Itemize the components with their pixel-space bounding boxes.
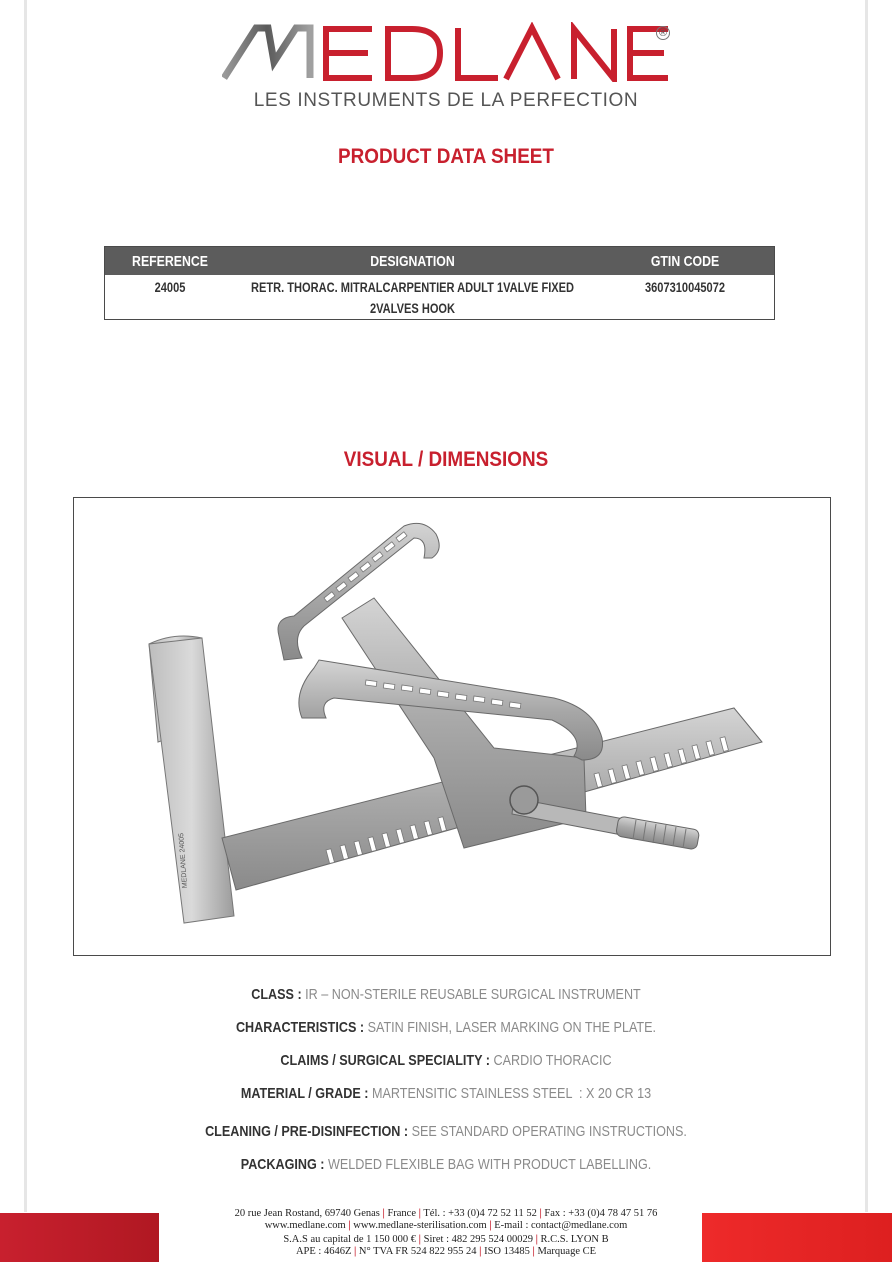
page-border-right [865, 0, 868, 1212]
footer-line-3 [0, 1234, 892, 1246]
footer-ape: APE : 4646Z [295, 1246, 352, 1257]
footer-web2-link[interactable]: www.medlane-sterilisation.com [353, 1220, 487, 1231]
footer-separator: | [353, 1246, 357, 1257]
footer-separator: | [418, 1234, 421, 1245]
footer-capital: S.A.S au capital de 1 150 000 € [283, 1234, 417, 1245]
footer-email-link[interactable]: E-mail : contact@medlane.com [494, 1220, 628, 1231]
tagline: LES INSTRUMENTS DE LA PERFECTION [253, 90, 639, 111]
footer-web1-link[interactable]: www.medlane.com [264, 1220, 346, 1231]
spec-characteristics [71, 1019, 820, 1036]
page-border-left [24, 0, 27, 1212]
registered-mark: ® [656, 26, 670, 40]
footer-separator: | [539, 1208, 542, 1219]
spec-claims-value: CARDIO THORACIC [493, 1052, 612, 1069]
footer-address: 20 rue Jean Rostand, 69740 Genas [234, 1208, 380, 1219]
footer-line-4 [0, 1246, 892, 1258]
footer-tel: Tél. : +33 (0)4 72 52 11 52 [423, 1208, 537, 1219]
cell-designation-line1: RETR. THORAC. MITRALCARPENTIER ADULT 1VALVE FIXED [250, 280, 575, 295]
spec-packaging-label: PACKAGING : [240, 1156, 329, 1173]
retractor-illustration [74, 498, 830, 955]
spec-characteristics-label: CHARACTERISTICS : [235, 1019, 368, 1036]
footer-fax: Fax : +33 (0)4 78 47 51 76 [544, 1208, 658, 1219]
spec-characteristics-value: SATIN FINISH, LASER MARKING ON THE PLATE. [367, 1019, 657, 1036]
cell-gtin: 3607310045072 [644, 280, 726, 295]
footer-line-2 [0, 1220, 892, 1232]
visual-title: VISUAL / DIMENSIONS [343, 448, 549, 471]
spec-material [71, 1085, 820, 1102]
sheet-title: PRODUCT DATA SHEET [338, 145, 554, 168]
spec-cleaning [71, 1123, 820, 1140]
footer-separator: | [489, 1220, 492, 1231]
footer-siret: Siret : 482 295 524 00029 [423, 1234, 533, 1245]
footer-separator: | [348, 1220, 351, 1231]
footer-line-1 [0, 1208, 892, 1220]
footer-iso: ISO 13485 [484, 1246, 530, 1257]
header-designation: DESIGNATION [370, 253, 455, 270]
spec-material-value: MARTENSITIC STAINLESS STEEL : X 20 CR 13 [371, 1085, 652, 1102]
footer-separator: | [532, 1246, 535, 1257]
spec-class [71, 986, 820, 1003]
spec-claims [71, 1052, 820, 1069]
engraving-text: MEDLANE 24005 [178, 832, 189, 889]
header-reference: REFERENCE [132, 253, 208, 270]
header-gtin: GTIN CODE [650, 253, 720, 270]
spec-packaging-value: WELDED FLEXIBLE BAG WITH PRODUCT LABELLING. [328, 1156, 652, 1173]
product-table [104, 246, 775, 320]
footer-rcs: R.C.S. LYON B [540, 1234, 609, 1245]
spec-class-value: IR – NON-STERILE REUSABLE SURGICAL INSTRUMENT [305, 986, 641, 1003]
spec-packaging [71, 1156, 820, 1173]
medlane-logo [222, 22, 672, 82]
cell-designation-line2: 2VALVES HOOK [369, 301, 456, 316]
footer-separator: | [479, 1246, 482, 1257]
footer-separator: | [418, 1208, 421, 1219]
footer-ce: Marquage CE [537, 1246, 597, 1257]
footer-tva: N° TVA FR 524 822 955 24 [358, 1246, 477, 1257]
spec-material-label: MATERIAL / GRADE : [240, 1085, 372, 1102]
footer-separator: | [382, 1208, 385, 1219]
footer-separator: | [535, 1234, 538, 1245]
footer-country: France [387, 1208, 417, 1219]
spec-claims-label: CLAIMS / SURGICAL SPECIALITY : [280, 1052, 494, 1069]
spec-cleaning-label: CLEANING / PRE-DISINFECTION : [205, 1123, 412, 1140]
cell-reference: 24005 [154, 280, 186, 295]
spec-cleaning-value: SEE STANDARD OPERATING INSTRUCTIONS. [411, 1123, 687, 1140]
spec-class-label: CLASS : [251, 986, 306, 1003]
product-image-frame [73, 497, 831, 956]
